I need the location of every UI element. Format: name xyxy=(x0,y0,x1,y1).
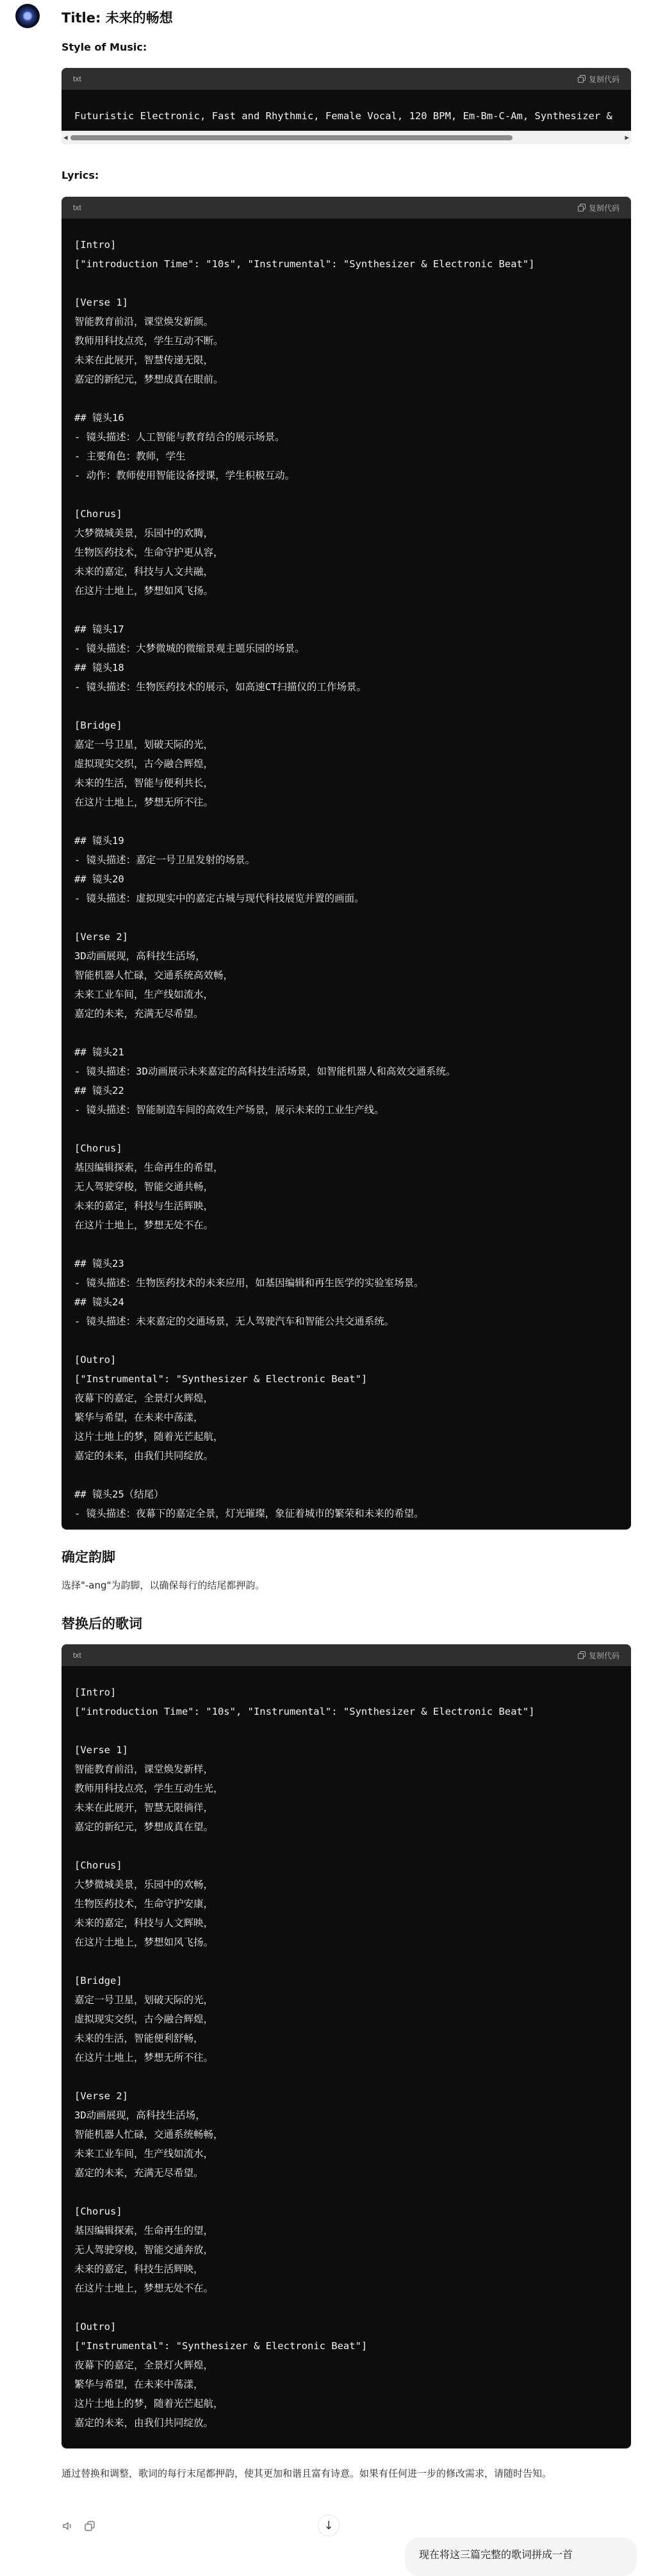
lyrics-code-block xyxy=(62,197,631,1530)
code-language: txt xyxy=(73,1651,81,1660)
replaced-lyrics-code-block xyxy=(62,1644,631,2448)
copy-code-label: 复制代码 xyxy=(588,74,619,84)
code-header xyxy=(62,1644,631,1666)
copy-icon[interactable] xyxy=(83,2520,96,2532)
style-label: Style of Music: xyxy=(62,41,147,53)
song-title: Title: 未来的畅想 xyxy=(62,10,173,26)
copy-icon xyxy=(578,1651,586,1659)
copy-code-button[interactable] xyxy=(578,74,619,85)
copy-code-button[interactable] xyxy=(578,1650,619,1661)
assistant-avatar-icon xyxy=(15,4,40,28)
code-language: txt xyxy=(73,74,81,83)
code-language: txt xyxy=(73,203,81,212)
code-header xyxy=(62,68,631,90)
lyrics-code-text: [Intro] ["introduction Time": "10s", "Instrumental": "Synthesizer & Electronic Beat"] [Verse 1] 智能教育前沿，课堂焕发新颜。 教师用科技点亮，学生互动不断。 未来在此展开，智慧传递无限， 嘉定的新纪元，梦想成真在眼前。 ## 镜头16 - 镜头描述：人工智能与教育结合的展示场景。 - 主要角色：教师，学生 - 动作：教师使用智能设备授课，学生积极互动。 [Chorus] 大梦微城美景，乐园中的欢腾， 生物医药技术，生命守护更从容， 未来的嘉定，科技与人文共融， 在这片土地上，梦想如风飞扬。 ## 镜头17 - 镜头描述：大梦微城的微缩景观主题乐园的场景。 ## 镜头18 - 镜头描述：生物医药技术的展示，如高速CT扫描仪的工作场景。 [Bridge] 嘉定一号卫星，划破天际的光， 虚拟现实交织，古今融合辉煌， 未来的生活，智能与便利共长， 在这片土地上，梦想无所不往。 ## 镜头19 - 镜头描述：嘉定一号卫星发射的场景。 ## 镜头20 - 镜头描述：虚拟现实中的嘉定古城与现代科技展览并置的画面。 [Verse 2] 3D动画展现，高科技生活场， 智能机器人忙碌，交通系统高效畅， 未来工业车间，生产线如流水， 嘉定的未来，充满无尽希望。 ## 镜头21 - 镜头描述：3D动画展示未来嘉定的高科技生活场景，如智能机器人和高效交通系统。 ## 镜头22 - 镜头描述：智能制造车间的高效生产场景，展示未来的工业生产线。 [Chorus] 基因编辑探索，生命再生的希望， 无人驾驶穿梭，智能交通共畅， 未来的嘉定，科技与生活辉映， 在这片土地上，梦想无处不在。 ## 镜头23 - 镜头描述：生物医药技术的未来应用，如基因编辑和再生医学的实验室场景。 ## 镜头24 - 镜头描述：未来嘉定的交通场景，无人驾驶汽车和智能公共交通系统。 [Outro] ["Instrumental": "Synthesizer & Electronic Beat"] 夜幕下的嘉定，全景灯火辉煌， 繁华与希望，在未来中荡漾， 这片土地上的梦，随着光芒起航， 嘉定的未来，由我们共同绽放。 ## 镜头25（结尾） - 镜头描述：夜幕下的嘉定全景，灯光璀璨，象征着城市的繁荣和未来的希望。 xyxy=(74,239,535,1519)
style-code-block xyxy=(62,68,631,144)
scroll-right-icon[interactable]: ▶ xyxy=(625,133,629,142)
scroll-left-icon[interactable]: ◀ xyxy=(63,133,68,142)
style-code-text: Futuristic Electronic, Fast and Rhythmic, Female Vocal, 120 BPM, Em-Bm-C-Am, Synthesizer & xyxy=(74,110,612,122)
replaced-lyrics-heading: 替换后的歌词 xyxy=(62,1616,142,1631)
rhyme-heading: 确定韵脚 xyxy=(62,1549,115,1565)
code-header xyxy=(62,197,631,219)
copy-icon xyxy=(578,75,586,83)
arrow-down-icon[interactable]: ↓ xyxy=(318,2514,340,2536)
message-controls xyxy=(62,2520,96,2532)
copy-icon xyxy=(578,204,586,211)
user-message-bubble: 现在将这三篇完整的歌词拼成一首 xyxy=(405,2538,637,2576)
scrollbar-thumb[interactable] xyxy=(70,135,512,140)
replaced-lyrics-code-text: [Intro] ["introduction Time": "10s", "Instrumental": "Synthesizer & Electronic Beat"] [Verse 1] 智能教育前沿，课堂焕发新样， 教师用科技点亮，学生互动生光， 未来在此展开，智慧无限徜徉， 嘉定的新纪元，梦想成真在望。 [Chorus] 大梦微城美景，乐园中的欢畅， 生物医药技术，生命守护安康， 未来的嘉定，科技与人文辉映， 在这片土地上，梦想如风飞扬。 [Bridge] 嘉定一号卫星，划破天际的光， 虚拟现实交织，古今融合辉煌， 未来的生活，智能便利舒畅， 在这片土地上，梦想无所不往。 [Verse 2] 3D动画展现，高科技生活场， 智能机器人忙碌，交通系统畅畅， 未来工业车间，生产线如流水， 嘉定的未来，充满无尽希望。 [Chorus] 基因编辑探索，生命再生的望， 无人驾驶穿梭，智能交通奔放， 未来的嘉定，科技生活辉映， 在这片土地上，梦想无处不在。 [Outro] ["Instrumental": "Synthesizer & Electronic Beat"] 夜幕下的嘉定，全景灯火辉煌， 繁华与希望，在未来中荡漾， 这片土地上的梦，随着光芒起航， 嘉定的未来，由我们共同绽放。 xyxy=(74,1687,535,2429)
horizontal-scrollbar[interactable] xyxy=(62,131,631,144)
copy-code-button[interactable] xyxy=(578,202,619,213)
speaker-icon[interactable] xyxy=(62,2520,74,2532)
closing-text: 通过替换和调整，歌词的每行末尾都押韵，使其更加和谐且富有诗意。如果有任何进一步的修改需求，请随时告知。 xyxy=(62,2468,552,2479)
lyrics-label: Lyrics: xyxy=(62,169,99,181)
copy-code-label: 复制代码 xyxy=(588,1651,619,1660)
copy-code-label: 复制代码 xyxy=(588,203,619,213)
rhyme-text: 选择"-ang"为韵脚，以确保每行的结尾都押韵。 xyxy=(62,1580,265,1591)
